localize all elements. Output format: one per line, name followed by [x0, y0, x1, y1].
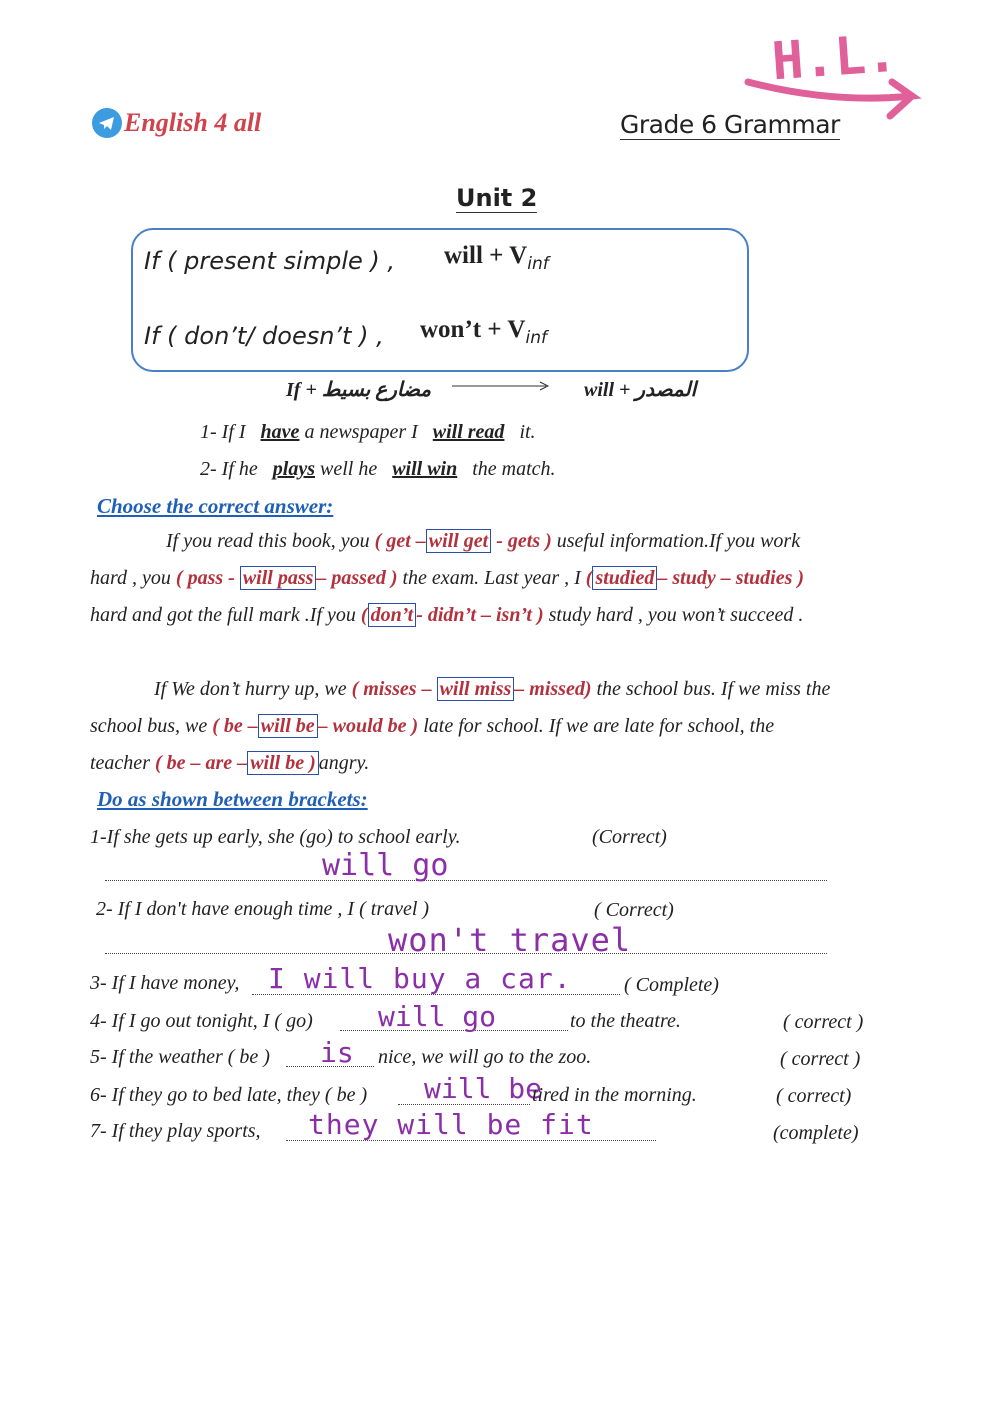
- s1-p2-a1: If We don’t hurry up, we: [154, 678, 347, 700]
- example-2-will: will win: [392, 458, 458, 480]
- section1-title: Choose the correct answer:: [97, 494, 334, 518]
- example-1-verb: have: [260, 421, 300, 443]
- s2-item1-instruction: (Correct): [592, 826, 667, 848]
- s1-p1-line3: [90, 604, 803, 627]
- s1-p2-a3: school bus, we: [90, 715, 208, 737]
- s1-p2-line3: [90, 752, 369, 775]
- s1-p2-a2: the school bus. If we miss the: [596, 678, 831, 700]
- example-1-mid: a newspaper I: [304, 421, 418, 443]
- s1-p2-a6: angry.: [318, 752, 370, 774]
- s1-p1-a3: hard , you: [90, 567, 171, 589]
- example-2: [200, 458, 556, 481]
- s1-p2-b1: will miss: [437, 677, 515, 701]
- s1-p2-line1: [154, 678, 830, 701]
- arabic-rule-left: If + مضارع بسيط: [286, 379, 432, 401]
- rule-line2-if: If ( don’t/ doesn’t ) ,: [144, 322, 384, 350]
- s1-p1-a1: If you read this book, you: [166, 530, 370, 552]
- s2-item7-answer: they will be fit: [308, 1108, 594, 1141]
- s1-p1-b3: studied: [592, 566, 657, 590]
- s2-item3-question: 3- If I have money,: [90, 972, 240, 994]
- s1-p1-a4: the exam. Last year , I: [402, 567, 581, 589]
- s2-item1-answer-line: [105, 858, 827, 881]
- rule-line1-result: [444, 242, 549, 274]
- s2-item4-tail: to the theatre.: [570, 1010, 681, 1032]
- s1-p2-c3: ( be – are –: [154, 752, 248, 774]
- arrow-right-icon: [452, 380, 552, 392]
- example-2-mid: well he: [319, 458, 378, 480]
- s1-p2-c1b: – missed): [514, 678, 592, 700]
- s2-item3-instruction: ( Complete): [624, 974, 719, 996]
- s1-p1-b1: will get: [426, 529, 491, 553]
- s2-item3-answer: I will buy a car.: [268, 962, 572, 995]
- s2-item7-question: 7- If they play sports,: [90, 1120, 261, 1142]
- rule-line1-result-text: will + V: [444, 242, 528, 269]
- unit-title: Unit 2: [456, 184, 538, 212]
- s1-p1-c2b: – passed ): [316, 567, 398, 589]
- example-1-num: 1- If I: [200, 421, 246, 443]
- s2-item5-answer: is: [320, 1036, 354, 1069]
- s2-item2-instruction: ( Correct): [594, 899, 674, 921]
- example-1-will: will read: [432, 421, 505, 443]
- s2-item4-answer: will go: [378, 1000, 497, 1033]
- s2-item5-tail: nice, we will go to the zoo.: [378, 1046, 592, 1068]
- s1-p2-a5: teacher: [90, 752, 150, 774]
- brand-label: English 4 all: [124, 108, 262, 137]
- rule-line2-result: [420, 316, 547, 348]
- s1-p1-a2: useful information.If you work: [556, 530, 801, 552]
- s1-p2-b3: will be ): [247, 751, 319, 775]
- s2-item4-question: 4- If I go out tonight, I ( go): [90, 1010, 313, 1032]
- arabic-rule-right: will + المصدر: [584, 379, 697, 401]
- s2-item2-answer: won't travel: [388, 921, 632, 959]
- example-1: [200, 421, 536, 444]
- s2-item1-answer: will go: [322, 848, 449, 883]
- rule-line1-if: If ( present simple ) ,: [144, 247, 396, 275]
- s2-item6-answer: will be: [424, 1072, 543, 1105]
- s1-p1-line1: [166, 530, 800, 553]
- s1-p2-line2: [90, 715, 774, 738]
- rule-line2-result-text: won’t + V: [420, 316, 526, 343]
- example-2-num: 2- If he: [200, 458, 258, 480]
- s2-item1-question: 1-If she gets up early, she (go) to school early.: [90, 826, 461, 848]
- s2-item6-instruction: ( correct): [776, 1085, 852, 1107]
- s1-p2-c2: ( be –: [212, 715, 258, 737]
- example-2-end: the match.: [472, 458, 556, 480]
- telegram-icon: [92, 108, 122, 138]
- s1-p2-c2b: – would be ): [317, 715, 419, 737]
- s2-item4-instruction: ( correct ): [783, 1011, 864, 1033]
- s2-item6-question: 6- If they go to bed late, they ( be ): [90, 1084, 368, 1106]
- s1-p2-c1: ( misses –: [351, 678, 432, 700]
- s1-p1-a6: study hard , you won’t succeed .: [548, 604, 804, 626]
- rule-subscript-1: inf: [527, 254, 549, 274]
- s2-item5-question: 5- If the weather ( be ): [90, 1046, 270, 1068]
- s2-item2-question: 2- If I don't have enough time , I ( travel ): [96, 898, 430, 920]
- signature: H.L.: [770, 23, 900, 93]
- grade-title: Grade 6 Grammar: [620, 110, 840, 139]
- s1-p1-a5: hard and got the full mark .If you: [90, 604, 356, 626]
- s1-p2-a4: late for school. If we are late for school, the: [423, 715, 775, 737]
- s1-p1-line2: [90, 567, 804, 590]
- s1-p1-b2: will pass: [240, 566, 317, 590]
- s2-item7-instruction: (complete): [773, 1122, 859, 1144]
- signature-arrow: [742, 64, 932, 124]
- s1-p1-c3b: – study – studies ): [657, 567, 805, 589]
- s2-item5-instruction: ( correct ): [780, 1048, 861, 1070]
- s1-p1-c2: ( pass -: [175, 567, 235, 589]
- s1-p2-b2: will be: [258, 714, 318, 738]
- example-2-verb: plays: [272, 458, 315, 480]
- s1-p1-c1b: - gets ): [496, 530, 552, 552]
- section2-title: Do as shown between brackets:: [97, 787, 368, 811]
- s1-p1-c1: ( get –: [374, 530, 426, 552]
- rule-subscript-2: inf: [525, 328, 547, 348]
- s1-p1-c4: (: [360, 604, 368, 626]
- s1-p1-c4b: - didn’t – isn’t ): [416, 604, 544, 626]
- s1-p1-b4: don’t: [368, 603, 417, 627]
- s2-item6-tail: tired in the morning.: [532, 1084, 697, 1106]
- brand: [92, 108, 261, 138]
- example-1-end: it.: [519, 421, 536, 443]
- s1-p1-c3: (: [585, 567, 593, 589]
